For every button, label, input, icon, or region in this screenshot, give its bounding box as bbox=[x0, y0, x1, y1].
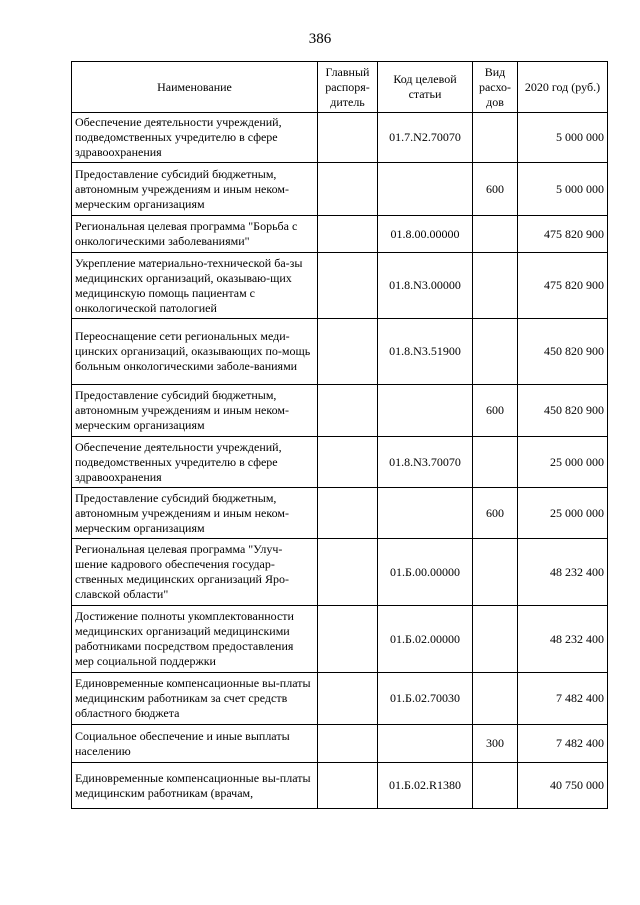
table-row bbox=[72, 163, 608, 216]
row-name: Предоставление субсидий бюджетным, автономным учреждениям и иным неком-мерческим организациям bbox=[72, 163, 318, 216]
table-row bbox=[72, 385, 608, 437]
row-admin bbox=[318, 488, 378, 539]
row-admin bbox=[318, 253, 378, 319]
row-kind bbox=[473, 606, 518, 673]
row-name: Единовременные компенсационные вы-платы медицинским работникам за счет средств областного бюджета bbox=[72, 673, 318, 725]
header-admin: Главный распоря-дитель bbox=[318, 62, 378, 113]
row-kind bbox=[473, 253, 518, 319]
table-row bbox=[72, 113, 608, 163]
row-code bbox=[378, 385, 473, 437]
table-row bbox=[72, 606, 608, 673]
row-amount: 450 820 900 bbox=[518, 319, 608, 385]
table-header-row bbox=[72, 62, 608, 113]
row-amount: 48 232 400 bbox=[518, 606, 608, 673]
table-row bbox=[72, 725, 608, 763]
row-code: 01.7.N2.70070 bbox=[378, 113, 473, 163]
table-row bbox=[72, 253, 608, 319]
row-amount: 475 820 900 bbox=[518, 216, 608, 253]
row-amount: 475 820 900 bbox=[518, 253, 608, 319]
row-kind bbox=[473, 437, 518, 488]
row-amount: 25 000 000 bbox=[518, 437, 608, 488]
row-admin bbox=[318, 385, 378, 437]
row-admin bbox=[318, 606, 378, 673]
row-code bbox=[378, 725, 473, 763]
row-kind: 600 bbox=[473, 163, 518, 216]
table-row bbox=[72, 216, 608, 253]
row-admin bbox=[318, 319, 378, 385]
table-body bbox=[72, 113, 608, 809]
header-code: Код целевой статьи bbox=[378, 62, 473, 113]
row-name: Региональная целевая программа "Улуч-шение кадрового обеспечения государ-ственных медицинских организаций Яро-славской области" bbox=[72, 539, 318, 606]
row-amount: 40 750 000 bbox=[518, 763, 608, 809]
budget-table bbox=[71, 61, 608, 809]
row-kind: 300 bbox=[473, 725, 518, 763]
row-admin bbox=[318, 539, 378, 606]
row-admin bbox=[318, 437, 378, 488]
row-admin bbox=[318, 113, 378, 163]
row-name: Региональная целевая программа "Борьба с онкологическими заболеваниями" bbox=[72, 216, 318, 253]
row-kind bbox=[473, 763, 518, 809]
row-name: Единовременные компенсационные вы-платы медицинским работникам (врачам, bbox=[72, 763, 318, 809]
table-row bbox=[72, 763, 608, 809]
row-amount: 450 820 900 bbox=[518, 385, 608, 437]
row-kind bbox=[473, 113, 518, 163]
row-amount: 5 000 000 bbox=[518, 113, 608, 163]
row-kind: 600 bbox=[473, 385, 518, 437]
row-admin bbox=[318, 725, 378, 763]
table-row bbox=[72, 319, 608, 385]
row-amount: 25 000 000 bbox=[518, 488, 608, 539]
header-amount: 2020 год (руб.) bbox=[518, 62, 608, 113]
header-kind: Вид расхо-дов bbox=[473, 62, 518, 113]
row-amount: 7 482 400 bbox=[518, 673, 608, 725]
table-row bbox=[72, 488, 608, 539]
row-name: Социальное обеспечение и иные выплаты населению bbox=[72, 725, 318, 763]
row-name: Обеспечение деятельности учреждений, подведомственных учредителю в сфере здравоохранения bbox=[72, 437, 318, 488]
row-amount: 48 232 400 bbox=[518, 539, 608, 606]
header-name: Наименование bbox=[72, 62, 318, 113]
row-name: Обеспечение деятельности учреждений, подведомственных учредителю в сфере здравоохранения bbox=[72, 113, 318, 163]
row-name: Переоснащение сети региональных меди-цинских организаций, оказывающих по-мощь больным онкологическими заболе-ваниями bbox=[72, 319, 318, 385]
row-kind bbox=[473, 216, 518, 253]
row-kind bbox=[473, 539, 518, 606]
row-code: 01.8.N3.70070 bbox=[378, 437, 473, 488]
page-number: 386 bbox=[308, 31, 332, 47]
row-amount: 5 000 000 bbox=[518, 163, 608, 216]
row-admin bbox=[318, 216, 378, 253]
row-code: 01.Б.02.70030 bbox=[378, 673, 473, 725]
row-admin bbox=[318, 163, 378, 216]
row-code: 01.8.N3.00000 bbox=[378, 253, 473, 319]
row-kind: 600 bbox=[473, 488, 518, 539]
table-row bbox=[72, 539, 608, 606]
row-code: 01.Б.02.00000 bbox=[378, 606, 473, 673]
row-amount: 7 482 400 bbox=[518, 725, 608, 763]
row-code: 01.Б.02.R1380 bbox=[378, 763, 473, 809]
row-name: Достижение полноты укомплектованности медицинских организаций медицинскими работниками посредством предоставления мер социальной поддержки bbox=[72, 606, 318, 673]
table-row bbox=[72, 673, 608, 725]
row-admin bbox=[318, 763, 378, 809]
row-name: Укрепление материально-технической ба-зы медицинских организаций, оказываю-щих медицинскую помощь пациентам с онкологической патологией bbox=[72, 253, 318, 319]
row-code: 01.8.00.00000 bbox=[378, 216, 473, 253]
row-kind bbox=[473, 673, 518, 725]
row-code: 01.Б.00.00000 bbox=[378, 539, 473, 606]
row-code bbox=[378, 163, 473, 216]
row-admin bbox=[318, 673, 378, 725]
row-code bbox=[378, 488, 473, 539]
table-row bbox=[72, 437, 608, 488]
row-name: Предоставление субсидий бюджетным, автономным учреждениям и иным неком-мерческим организациям bbox=[72, 385, 318, 437]
row-name: Предоставление субсидий бюджетным, автономным учреждениям и иным неком-мерческим организациям bbox=[72, 488, 318, 539]
row-code: 01.8.N3.51900 bbox=[378, 319, 473, 385]
row-kind bbox=[473, 319, 518, 385]
